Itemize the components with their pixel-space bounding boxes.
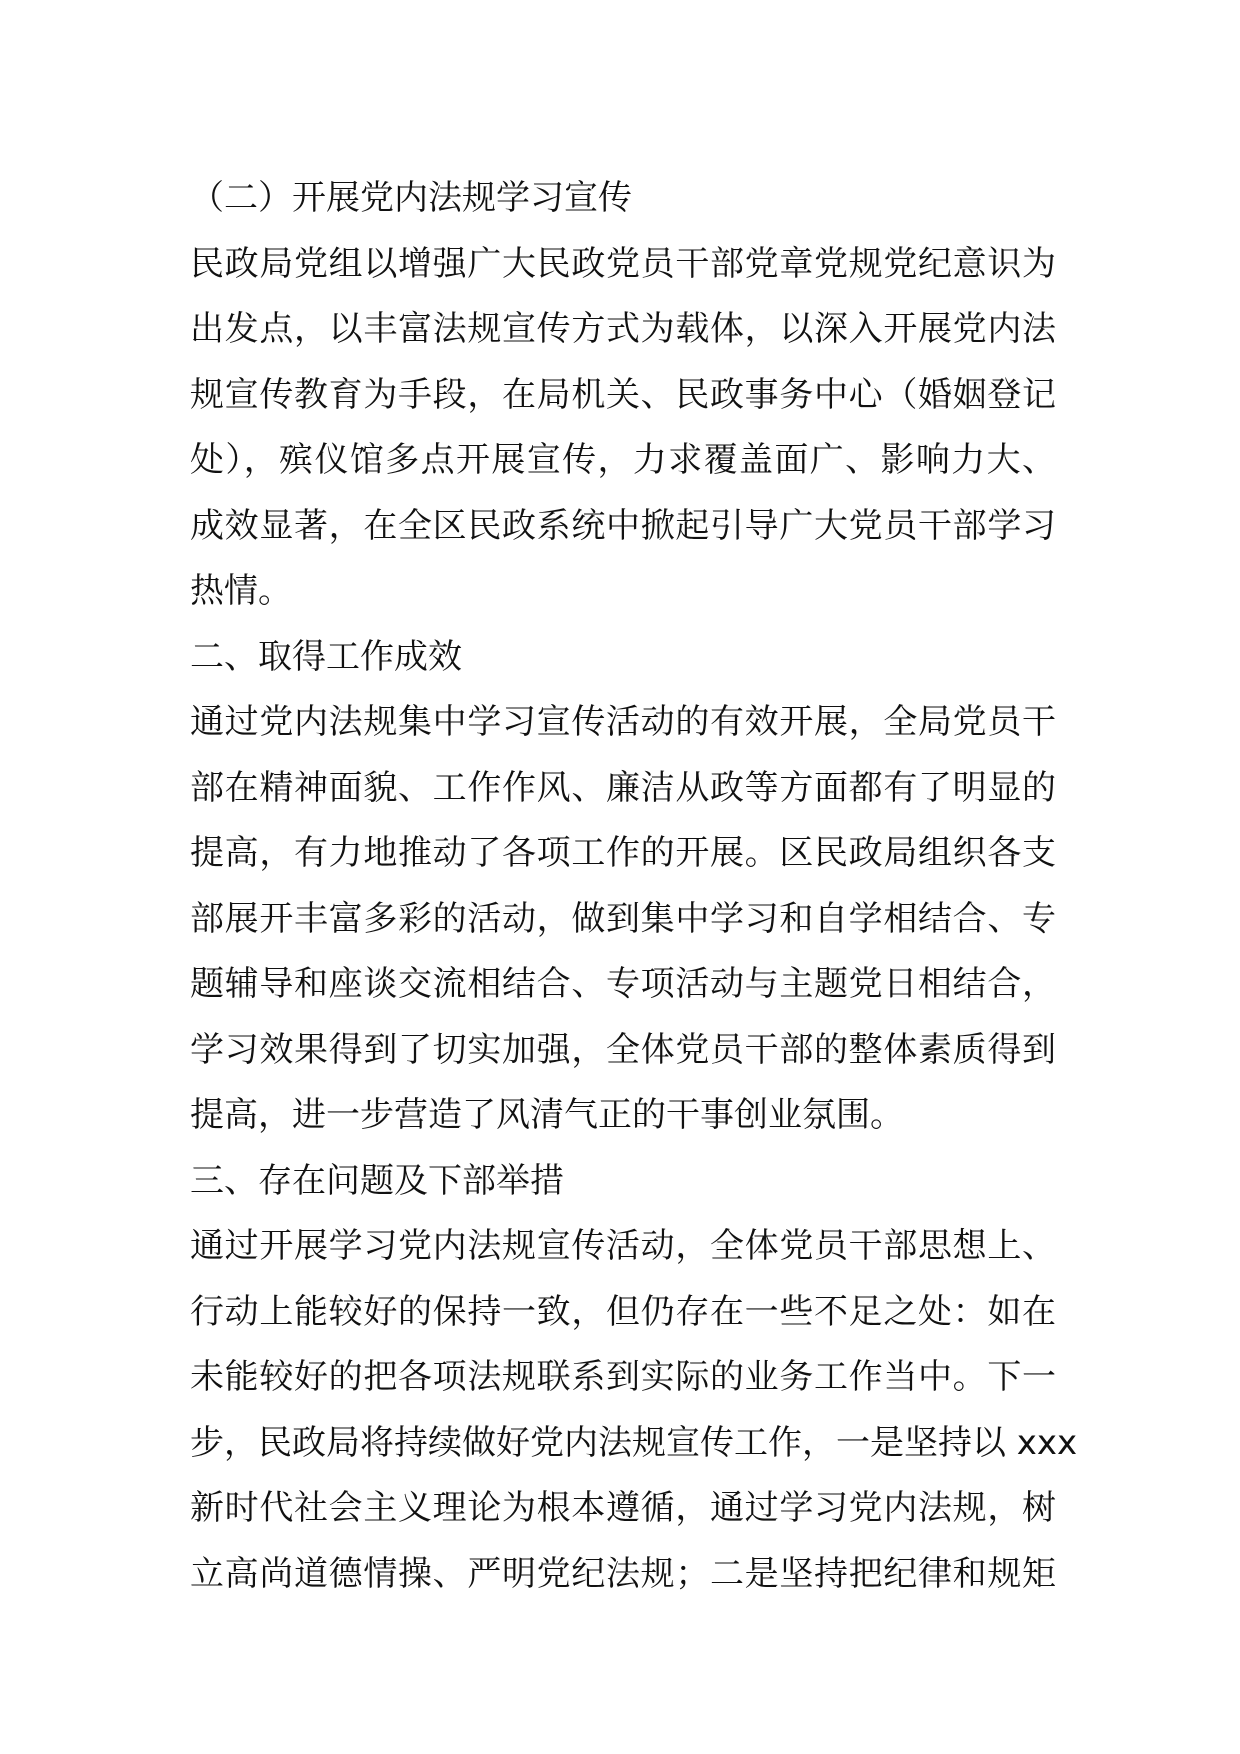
paragraph-line: 提高，进一步营造了风清气正的干事创业氛围。 (190, 1095, 904, 1135)
paragraph-line: 题辅导和座谈交流相结合、专项活动与主题党日相结合， (190, 964, 1056, 1004)
paragraph-line: 部在精神面貌、工作作风、廉洁从政等方面都有了明显的 (190, 767, 1056, 808)
paragraph-line: 民政局党组以增强广大民政党员干部党章党规党纪意识为 (190, 243, 1056, 284)
paragraph-line: 行动上能较好的保持一致，但仍存在一些不足之处：如在 (190, 1291, 1056, 1332)
paragraph-line: 通过开展学习党内法规宣传活动，全体党员干部思想上、 (190, 1226, 1056, 1266)
paragraph-line: 立高尚道德情操、严明党纪法规；二是坚持把纪律和规矩 (190, 1553, 1056, 1594)
paragraph-line: 学习效果得到了切实加强，全体党员干部的整体素质得到 (190, 1029, 1056, 1070)
section-heading-problems-and-measures: 三、存在问题及下部举措 (190, 1160, 564, 1201)
section-heading-work-results: 二、取得工作成效 (190, 636, 462, 677)
paragraph-line: 新时代社会主义理论为根本遵循，通过学习党内法规，树 (190, 1488, 1056, 1528)
paragraph-line: 提高，有力地推动了各项工作的开展。区民政局组织各支 (190, 833, 1056, 873)
paragraph-line: 处），殡仪馆多点开展宣传，力求覆盖面广、影响力大、 (190, 440, 1056, 480)
paragraph-line: 出发点，以丰富法规宣传方式为载体，以深入开展党内法 (190, 309, 1056, 349)
paragraph-line: 成效显著，在全区民政系统中掀起引导广大党员干部学习 (190, 505, 1056, 546)
paragraph-line: 部展开丰富多彩的活动，做到集中学习和自学相结合、专 (190, 898, 1056, 939)
paragraph-line: 未能较好的把各项法规联系到实际的业务工作当中。下一 (190, 1357, 1056, 1397)
document-body (190, 166, 1078, 1607)
paragraph-line: 热情。 (190, 571, 292, 611)
section-heading-party-regulation-study: （二）开展党内法规学习宣传 (190, 178, 632, 218)
paragraph-line: 步，民政局将持续做好党内法规宣传工作，一是坚持以 xxx (190, 1422, 1078, 1463)
paragraph-line: 通过党内法规集中学习宣传活动的有效开展，全局党员干 (190, 702, 1056, 742)
paragraph-line: 规宣传教育为手段，在局机关、民政事务中心（婚姻登记 (190, 374, 1056, 415)
